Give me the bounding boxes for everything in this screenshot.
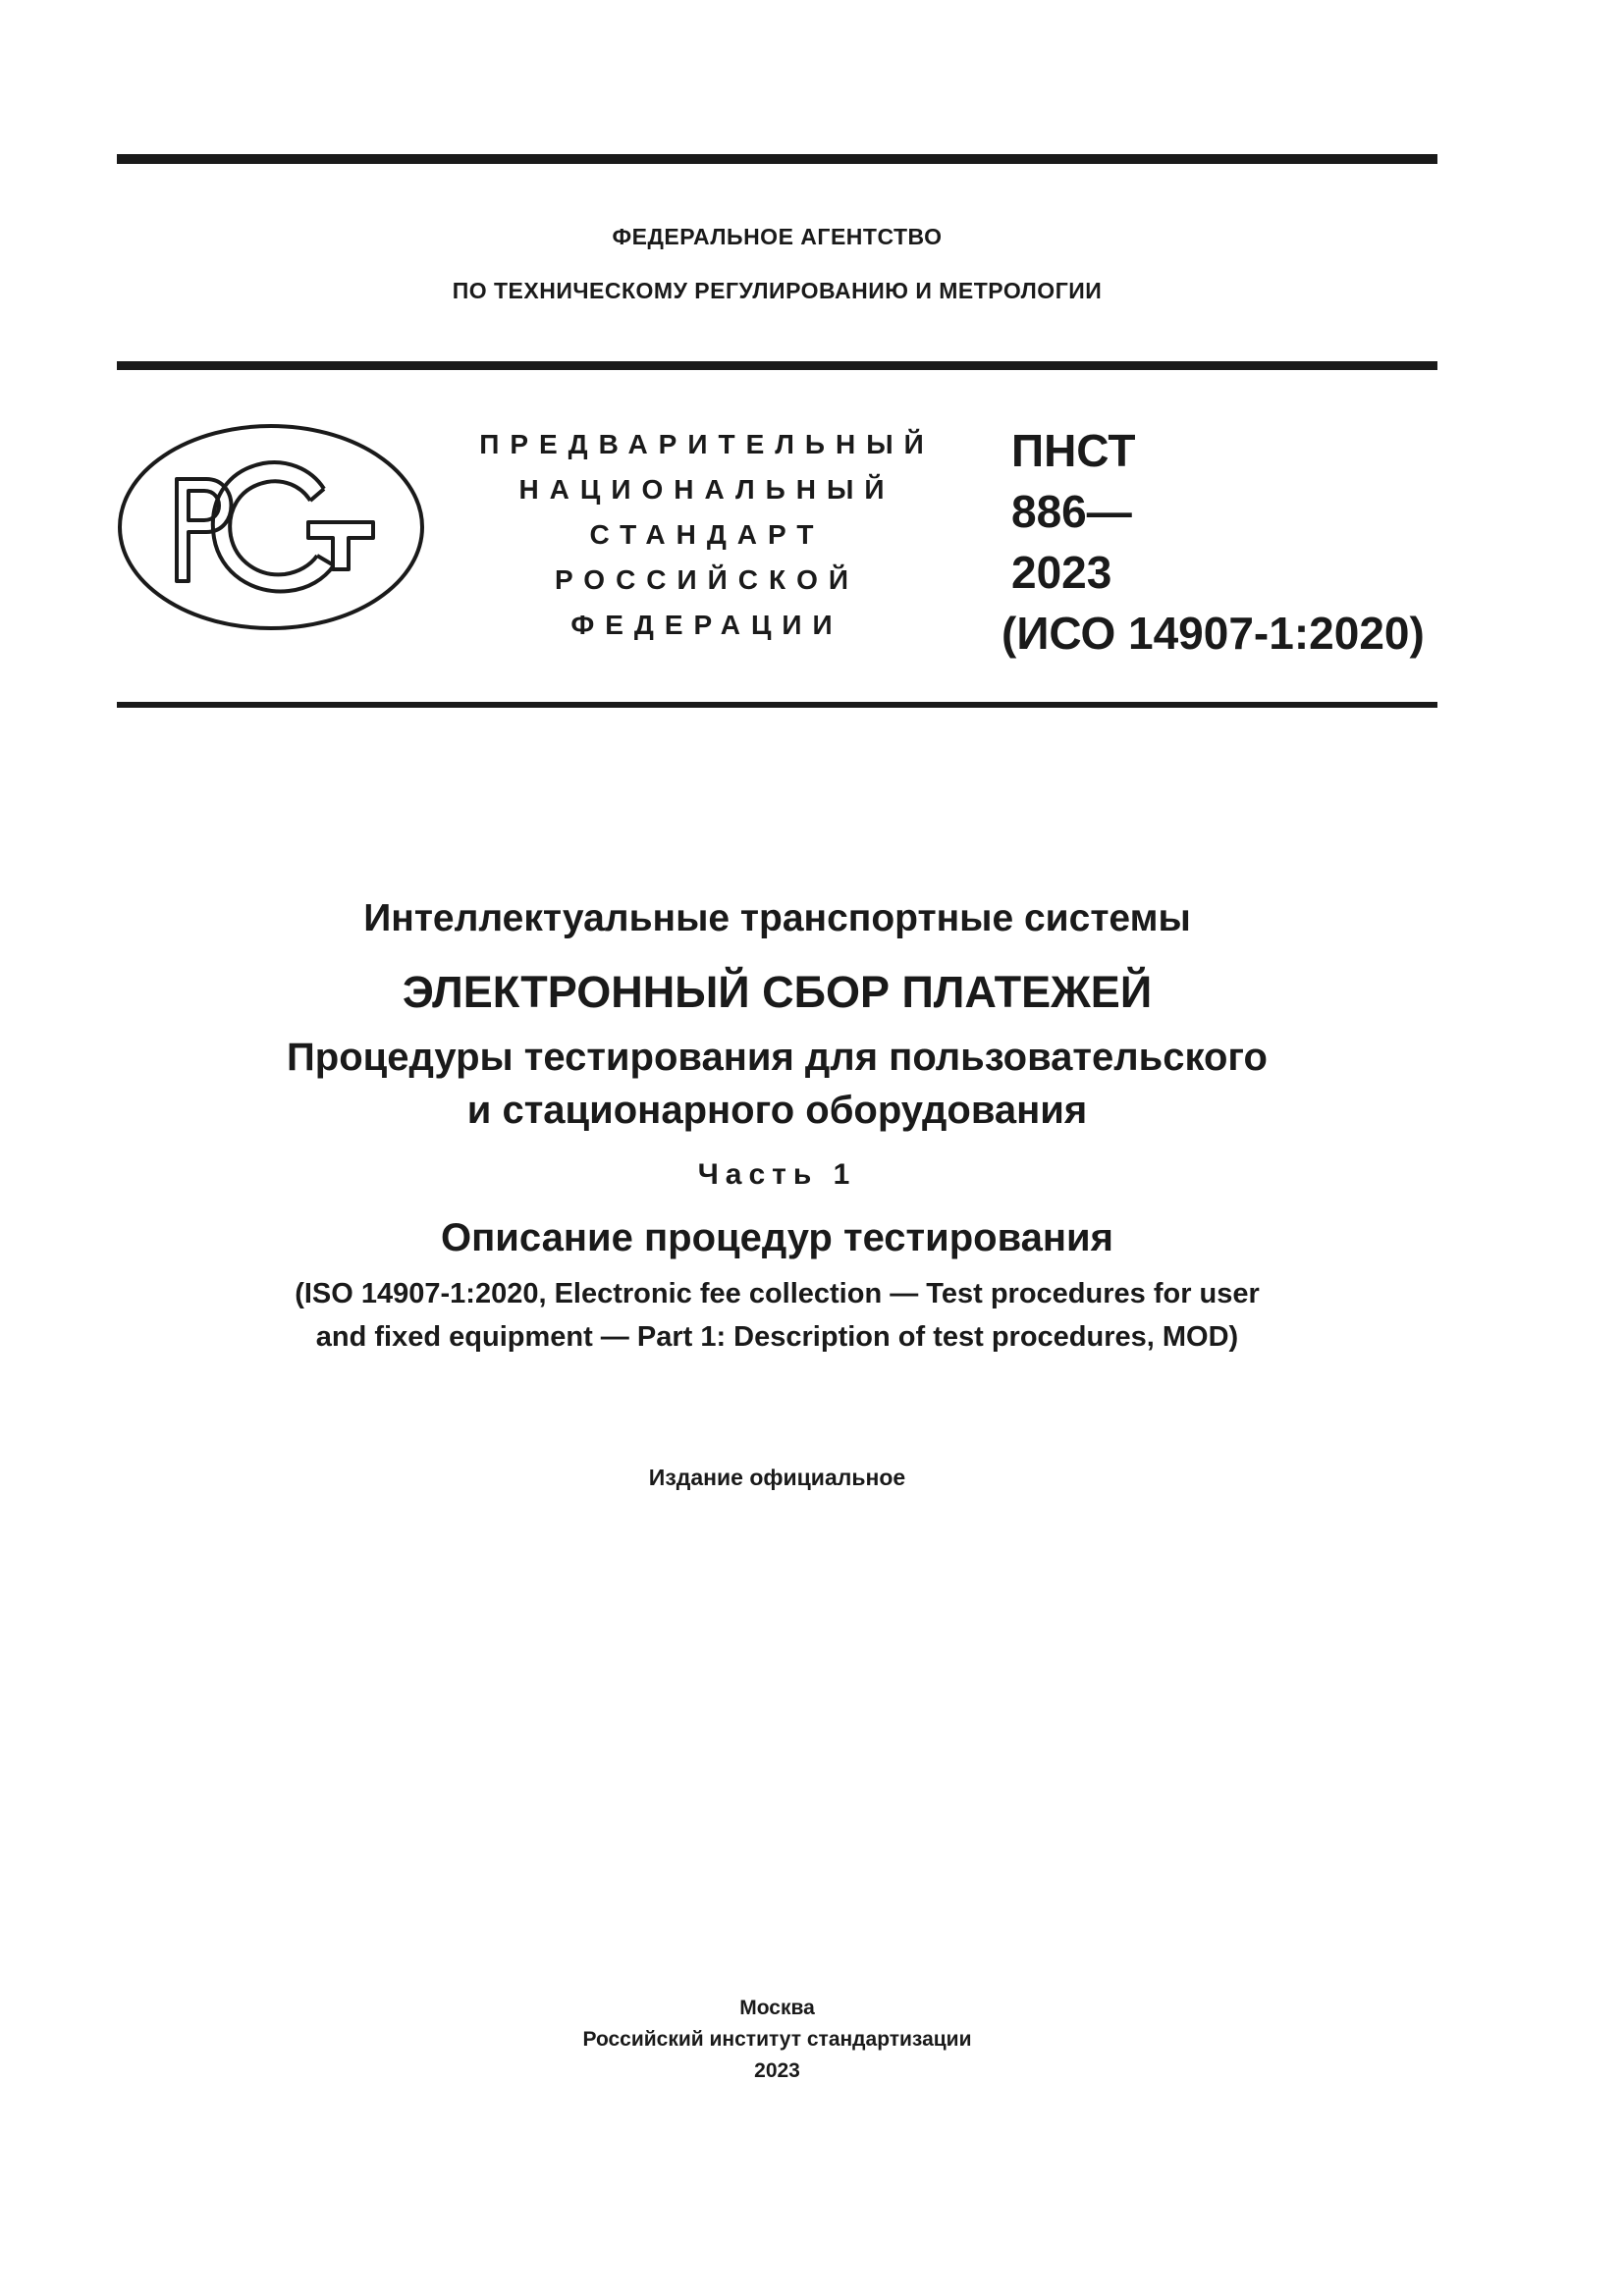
standard-code-prefix: ПНСТ <box>1011 425 1136 476</box>
top-rule <box>117 154 1437 164</box>
subtitle-line-1: Процедуры тестирования для пользовательского <box>287 1036 1268 1079</box>
agency-line-2: ПО ТЕХНИЧЕСКОМУ РЕГУЛИРОВАНИЮ И МЕТРОЛОГИИ <box>452 278 1103 303</box>
title-block <box>117 883 1437 1357</box>
iso-reference-line-1: (ISO 14907-1:2020, Electronic fee collection — Test procedures for user <box>295 1278 1260 1309</box>
standard-type-line-4: РОССИЙСКОЙ <box>555 564 859 595</box>
edition-label: Издание официальное <box>648 1465 906 1490</box>
standard-code-iso-ref: (ИСО 14907-1:2020) <box>1001 608 1425 659</box>
imprint-year: 2023 <box>754 2059 800 2082</box>
standard-code-block <box>1001 420 1443 664</box>
part-title: Описание процедур тестирования <box>441 1216 1113 1259</box>
standard-type-block <box>432 422 982 648</box>
imprint-city: Москва <box>739 1997 815 2019</box>
standard-type-line-1: ПРЕДВАРИТЕЛЬНЫЙ <box>479 429 935 459</box>
iso-reference-line-2: and fixed equipment — Part 1: Description of test procedures, MOD) <box>315 1321 1239 1353</box>
title-main: Интеллектуальные транспортные системы <box>363 897 1191 939</box>
title-upper: ЭЛЕКТРОННЫЙ СБОР ПЛАТЕЖЕЙ <box>402 967 1153 1017</box>
standard-type-line-2: НАЦИОНАЛЬНЫЙ <box>518 474 895 505</box>
bottom-rule <box>117 702 1437 708</box>
agency-line-1: ФЕДЕРАЛЬНОЕ АГЕНТСТВО <box>612 224 943 249</box>
subtitle-line-2: и стационарного оборудования <box>466 1089 1088 1132</box>
gost-r-logo-icon <box>116 422 426 632</box>
standard-type-line-3: СТАНДАРТ <box>589 519 825 550</box>
part-label: Часть 1 <box>697 1158 857 1191</box>
standard-type-line-5: ФЕДЕРАЦИИ <box>570 610 843 640</box>
imprint-block <box>117 1993 1437 2087</box>
middle-rule <box>117 361 1437 370</box>
imprint-publisher: Российский институт стандартизации <box>582 2028 972 2051</box>
standard-code-number: 886— <box>1011 486 1132 537</box>
standard-code-year: 2023 <box>1011 547 1112 598</box>
